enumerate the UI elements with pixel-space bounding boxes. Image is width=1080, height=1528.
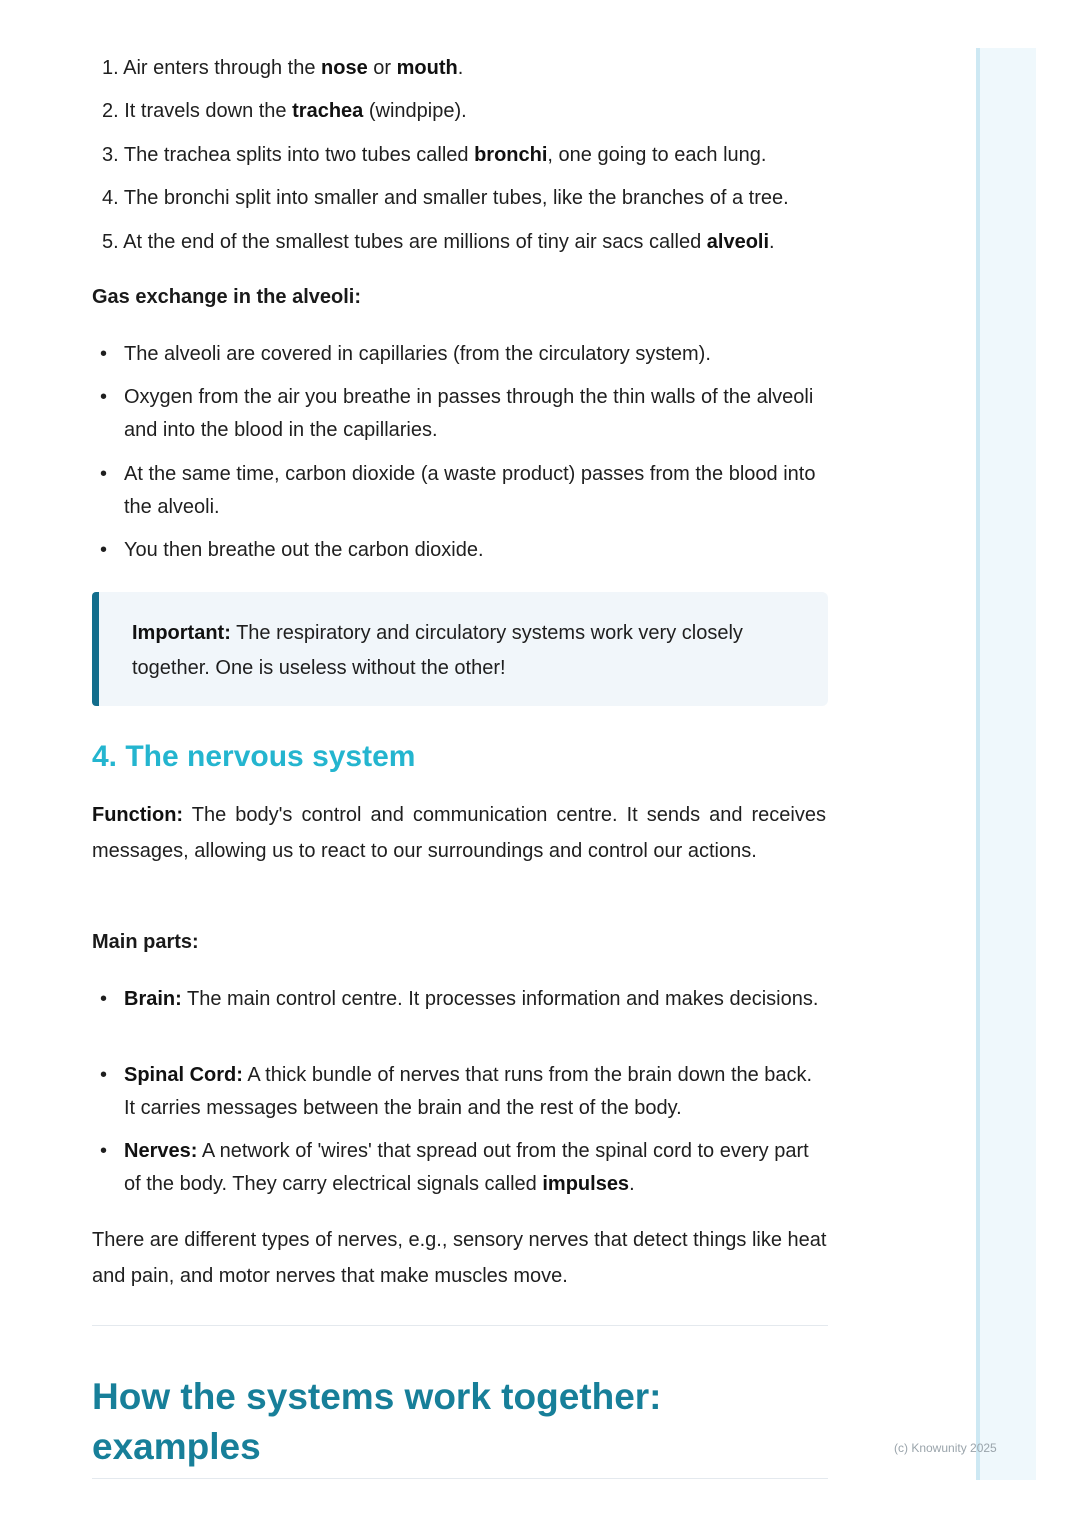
step-number: 1. — [102, 57, 119, 79]
list-item-text — [124, 1135, 824, 1201]
bullet-icon: • — [100, 343, 108, 365]
list-item — [92, 458, 828, 524]
section-divider — [92, 1478, 828, 1479]
section-divider — [92, 1325, 828, 1326]
list-item — [92, 1135, 828, 1201]
callout-accent-bar — [92, 592, 99, 706]
callout-label: Important: — [132, 622, 231, 644]
step-bold: bronchi — [474, 144, 548, 166]
bullet-icon: • — [100, 1064, 108, 1086]
step-text: At the end of the smallest tubes are millions of tiny air sacs called — [123, 231, 707, 253]
gas-exchange-heading: Gas exchange in the alveoli: — [92, 286, 361, 308]
step-text: The bronchi split into smaller and smaller tubes, like the branches of a tree. — [123, 187, 789, 209]
step-bold: alveoli — [706, 231, 770, 253]
step-bold: mouth — [396, 57, 458, 79]
step-text: or — [367, 57, 397, 79]
function-text: The body's control and communication centre. It sends and receives messages, allowing us to react to our surroundings and control our actions. — [92, 804, 826, 862]
bullet-icon: • — [100, 463, 108, 485]
section-heading-nervous-system: 4. The nervous system — [92, 740, 416, 773]
section-heading-systems-together: How the systems work together: examples — [92, 1376, 662, 1467]
main-parts-heading: Main parts: — [92, 931, 199, 953]
step-text: Air enters through the — [123, 57, 322, 79]
list-item-text: Oxygen from the air you breathe in passes through the thin walls of the alveoli and into the blood in the capillaries. — [124, 386, 814, 441]
part-text: A thick bundle of nerves that runs from the brain down the back. It carries messages between the brain and the rest of the body. — [124, 1064, 813, 1119]
part-label: Nerves: — [124, 1140, 198, 1162]
step-bold: nose — [321, 57, 368, 79]
nerve-types-paragraph: There are different types of nerves, e.g., sensory nerves that detect things like heat and pain, and motor nerves that make muscles move. — [92, 1229, 827, 1287]
step-text: , one going to each lung. — [547, 144, 767, 166]
list-item-text — [124, 983, 824, 1016]
part-text: The main control centre. It processes information and makes decisions. — [181, 988, 819, 1010]
list-item — [92, 534, 828, 568]
step-number: 4. — [102, 187, 119, 209]
step-text: It travels down the — [124, 100, 293, 122]
step-text: (windpipe). — [363, 100, 467, 122]
step-1 — [102, 52, 463, 85]
step-number: 2. — [102, 100, 119, 122]
step-3 — [102, 139, 766, 172]
part-label: Brain: — [124, 988, 182, 1010]
important-callout — [92, 592, 828, 706]
callout-body: The respiratory and circulatory systems work very closely together. One is useless without the other! — [132, 622, 743, 679]
bullet-icon: • — [100, 988, 108, 1010]
side-margin-panel — [976, 48, 1036, 1480]
list-item — [92, 1059, 828, 1125]
step-text: The trachea splits into two tubes called — [123, 144, 475, 166]
list-item — [92, 338, 828, 372]
step-text: . — [457, 57, 464, 79]
part-label: Spinal Cord: — [124, 1064, 243, 1086]
list-item-text: At the same time, carbon dioxide (a waste product) passes from the blood into the alveoli. — [124, 463, 816, 518]
step-number: 3. — [102, 144, 119, 166]
step-5 — [102, 226, 775, 259]
step-2 — [102, 95, 467, 128]
bullet-icon: • — [100, 1140, 108, 1162]
step-number: 5. — [102, 231, 119, 253]
part-text: A network of 'wires' that spread out from the spinal cord to every part of the body. They carry electrical signals called — [124, 1140, 809, 1195]
list-item — [92, 381, 828, 447]
bullet-icon: • — [100, 539, 108, 561]
list-item-text: The alveoli are covered in capillaries (from the circulatory system). — [124, 343, 711, 365]
part-text: . — [629, 1173, 635, 1195]
list-item-text — [124, 1059, 824, 1125]
callout-text — [132, 616, 807, 686]
step-text: . — [769, 231, 775, 253]
function-paragraph — [92, 798, 826, 869]
copyright-footer: (c) Knowunity 2025 — [894, 1441, 997, 1455]
list-item-text: You then breathe out the carbon dioxide. — [124, 539, 484, 561]
part-bold: impulses — [542, 1173, 630, 1195]
step-bold: trachea — [292, 100, 364, 122]
function-label: Function: — [92, 804, 184, 826]
step-4 — [102, 182, 789, 215]
bullet-icon: • — [100, 386, 108, 408]
list-item — [92, 983, 828, 1049]
